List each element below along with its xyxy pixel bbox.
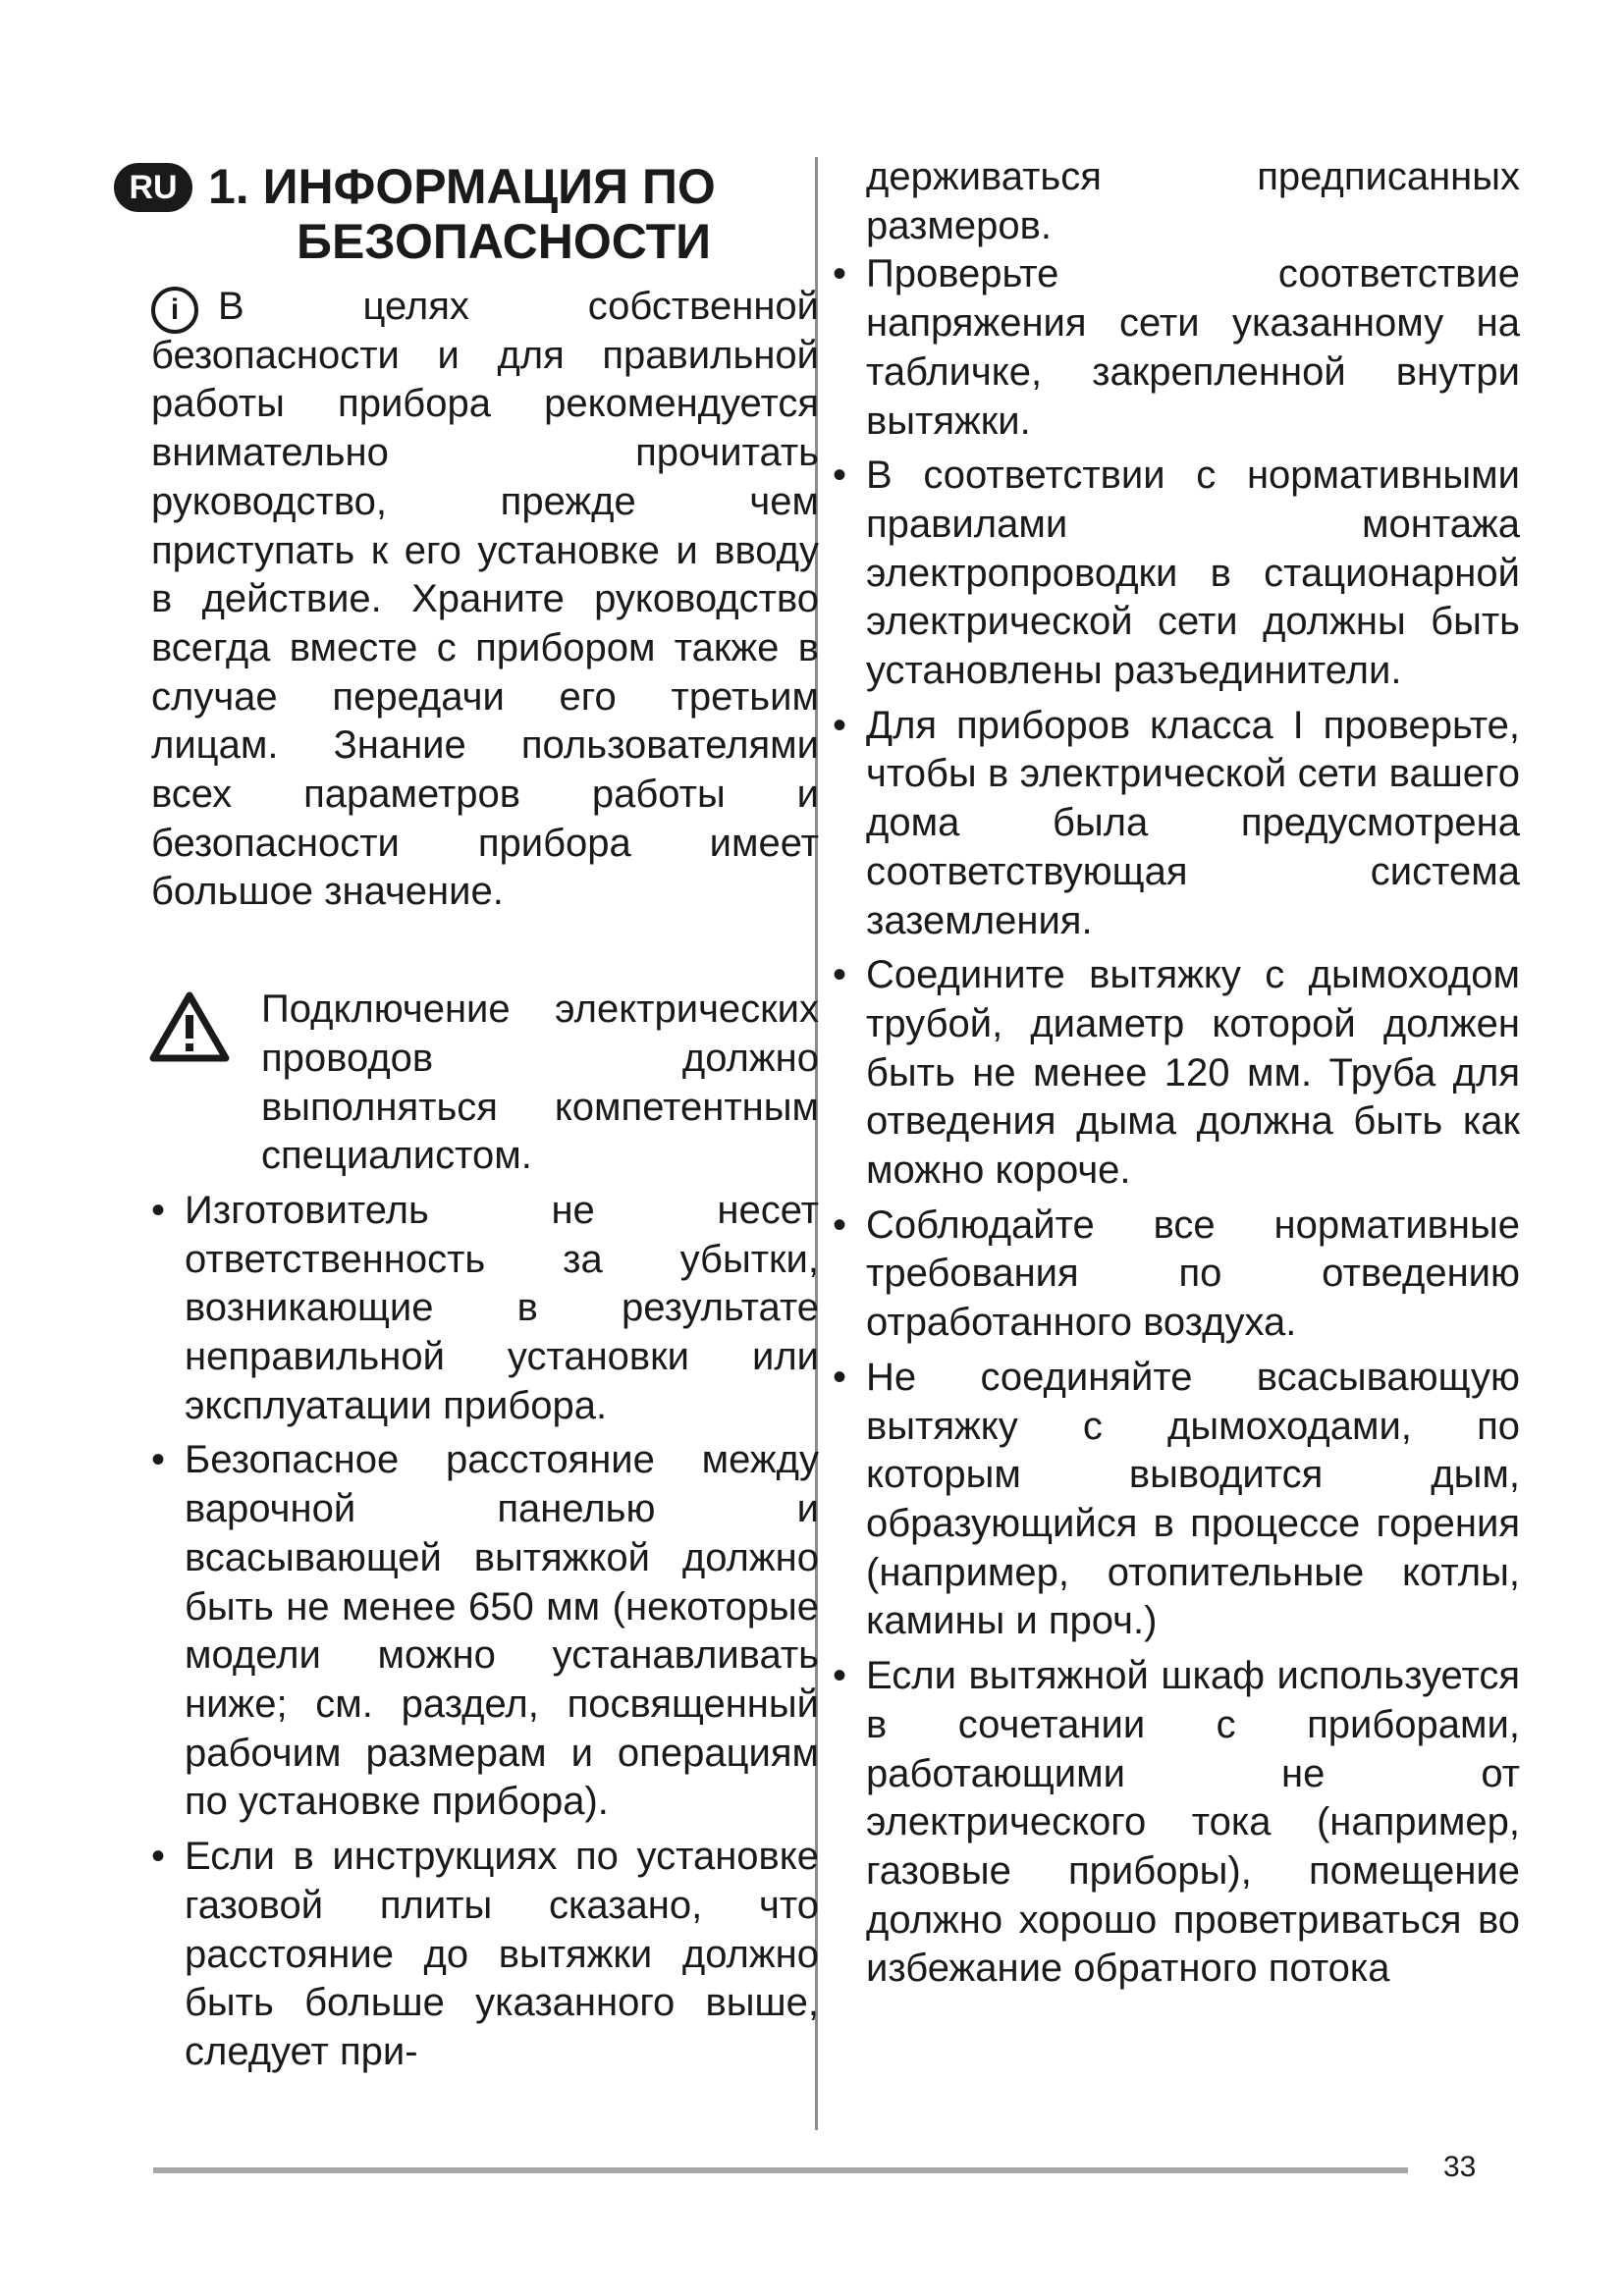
- page-number: 33: [1443, 2151, 1477, 2183]
- heading-line-1: 1. ИНФОРМАЦИЯ ПО: [208, 159, 716, 214]
- list-item: • Для приборов класса I проверьте, чтобы в электрической сети вашего дома была предусмотрена соответствующая система заземления.: [833, 702, 1520, 946]
- list-item: • Безопасное расстояние между варочной панелью и всасывающей вытяжкой должно быть не менее 650 мм (некоторые модели можно устанавливать ниже; см. раздел, посвященный рабочим размерам и операциям по установке прибора).: [151, 1436, 819, 1827]
- left-column: [151, 283, 819, 2083]
- continued-text: держиваться предписанных размеров.: [866, 155, 1520, 247]
- right-column: [833, 153, 1520, 2000]
- heading-line-2: БЕЗОПАСНОСТИ: [297, 214, 712, 269]
- info-text: В целях собственной безопасности и для правильной работы прибора рекомендуется внимательно прочитать руководство, прежде чем приступать к его установке и вводу в действие. Храните руководство всегда вместе с прибором также в случае передачи его третьим лицам. Знание пользователями всех параметров работы и безопасности прибора имеет большое значение.: [151, 285, 819, 914]
- footer-rule: [153, 2167, 1408, 2173]
- list-item: • Соблюдайте все нормативные требования по отведению отработанного воздуха.: [833, 1201, 1520, 1348]
- warning-text: Подключение электрических проводов должно выполняться компетентным специалистом.: [261, 988, 819, 1178]
- warning-notice: [151, 986, 819, 1181]
- left-bullet-list: [151, 1187, 819, 2077]
- info-notice: [151, 283, 819, 917]
- list-item: • Если вытяжной шкаф используется в сочетании с приборами, работающими не от электрического тока (например, газовые приборы), помещение должно хорошо проветриваться во избежание обратного потока: [833, 1652, 1520, 1994]
- list-item: • Проверьте соответствие напряжения сети указанному на табличке, закрепленной внутри вытяжки.: [833, 250, 1520, 446]
- right-bullet-list: [833, 250, 1520, 1994]
- list-item: • Не соединяйте всасывающую вытяжку с дымоходами, по которым выводится дым, образующийся в процессе горения (например, отопительные котлы, камины и проч.): [833, 1354, 1520, 1646]
- list-item: • Изготовитель не несет ответственность за убытки, возникающие в результате неправильной установки или эксплуатации прибора.: [151, 1187, 819, 1431]
- warning-triangle-icon: [149, 991, 230, 1062]
- language-badge: RU: [114, 163, 192, 212]
- list-item: • Если в инструкциях по установке газовой плиты сказано, что расстояние до вытяжки должно быть больше указанного выше, следует при-: [151, 1833, 819, 2077]
- info-icon: i: [151, 287, 198, 334]
- list-item: • Соедините вытяжку с дымоходом трубой, диаметр которой должен быть не менее 120 мм. Труба для отведения дыма должна быть как можно короче.: [833, 951, 1520, 1196]
- list-item: • В соответствии с нормативными правилами монтажа электропроводки в стационарной электрической сети должны быть установлены разъединители.: [833, 452, 1520, 696]
